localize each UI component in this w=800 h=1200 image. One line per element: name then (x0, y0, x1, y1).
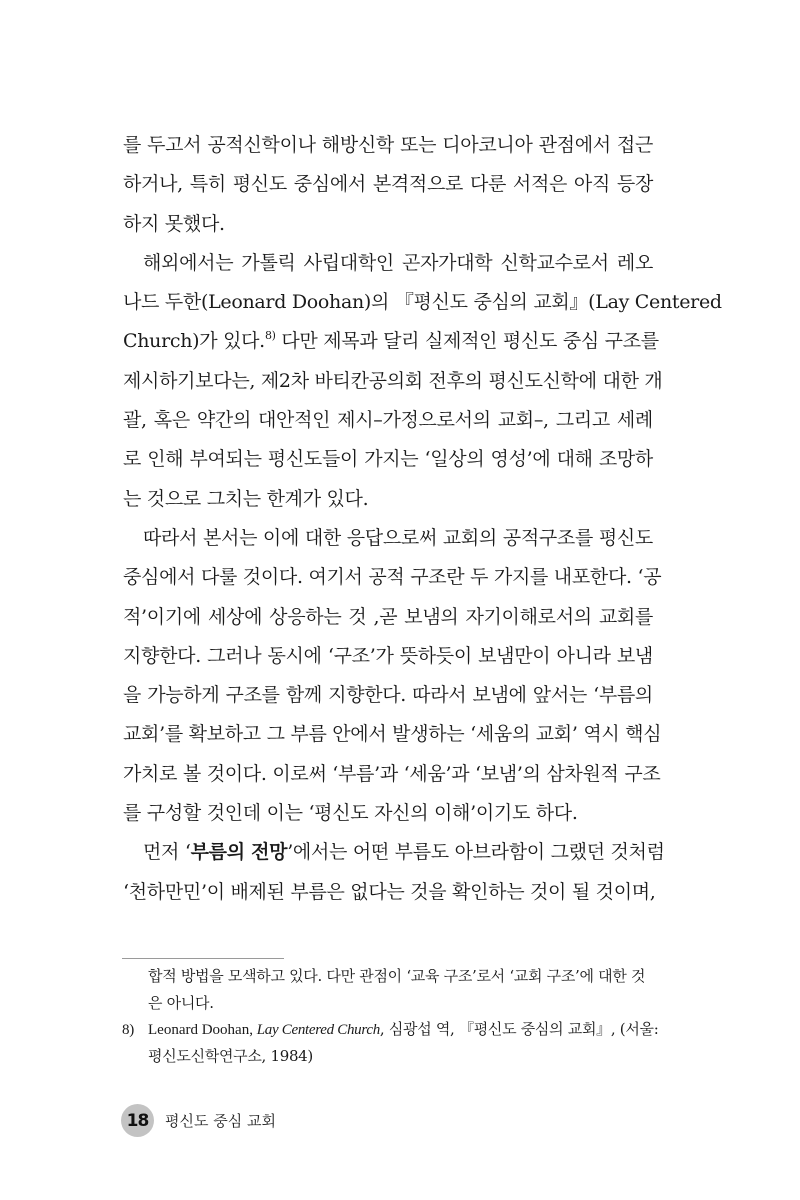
footnote-citation: , 심광섭 역, 『평신도 중심의 교회』, (서울: (379, 1020, 659, 1038)
running-title: 평신도 중심 교회 (165, 1112, 276, 1130)
body-line: 로 인해 부여되는 평신도들이 가지는 ‘일상의 영성’에 대해 조망하 (123, 448, 653, 471)
footnote-book-title: Lay Centered Church (256, 1022, 380, 1038)
body-text (123, 126, 722, 912)
line-text: ’에서는 어떤 부름도 아브라함이 그랬던 것처럼 (287, 841, 665, 864)
footnotes (122, 963, 659, 1069)
footnote-number: 8) (122, 1022, 134, 1038)
body-line: 를 구성할 것인데 이는 ‘평신도 자신의 이해’이기도 하다. (123, 802, 578, 825)
bold-term: 부름의 전망 (190, 841, 288, 864)
line-text: 다만 제목과 달리 실제적인 평신도 중심 구조를 (275, 330, 659, 353)
page-footer (121, 1104, 276, 1137)
footnote-continuation-line: 은 아니다. (148, 993, 214, 1012)
body-line: 을 가능하게 구조를 함께 지향한다. 따라서 보냄에 앞서는 ‘부름의 (123, 684, 653, 707)
body-line: 교회’를 확보하고 그 부름 안에서 발생하는 ‘세움의 교회’ 역시 핵심 (123, 723, 662, 746)
footnote-continuation-line: 합적 방법을 모색하고 있다. 다만 관점이 ‘교육 구조’로서 ‘교회 구조’에 대한 것 (148, 967, 646, 985)
body-line: ‘천하만민’이 배제된 부름은 없다는 것을 확인하는 것이 될 것이며, (123, 880, 656, 903)
footnote-8 (122, 1016, 659, 1043)
line-text: 먼저 ‘ (143, 841, 191, 864)
body-line: 따라서 본서는 이에 대한 응답으로써 교회의 공적구조를 평신도 (143, 526, 653, 549)
body-line: 하지 못했다. (123, 212, 225, 235)
footnote-reference-8[interactable]: 8) (264, 329, 276, 343)
line-text: Church)가 있다. (123, 330, 265, 353)
body-line: 제시하기보다는, 제2차 바티칸공의회 전후의 평신도신학에 대한 개 (123, 369, 663, 392)
body-line: 괄, 혹은 약간의 대안적인 제시–가정으로서의 교회–, 그리고 세례 (123, 409, 653, 432)
footnote-divider (122, 958, 284, 959)
body-line: 중심에서 다룰 것이다. 여기서 공적 구조란 두 가지를 내포한다. ‘공 (123, 566, 662, 589)
body-line: 해외에서는 가톨릭 사립대학인 곤자가대학 신학교수로서 레오 (143, 251, 653, 274)
footnote-8-line-2: 평신도신학연구소, 1984) (148, 1046, 313, 1065)
body-line-with-bold (123, 833, 665, 872)
footnote-author: Leonard Doohan, (148, 1022, 257, 1038)
body-line-with-footnote-ref (123, 322, 659, 361)
body-line: 지향한다. 그러나 동시에 ‘구조’가 뜻하듯이 보냄만이 아니라 보냄 (123, 644, 653, 667)
body-line: 하거나, 특히 평신도 중심에서 본격적으로 다룬 서적은 아직 등장 (123, 173, 653, 196)
body-line: 적’이기에 세상에 상응하는 것 ,곧 보냄의 자기이해로서의 교회를 (123, 605, 653, 628)
body-line: 가치로 볼 것이다. 이로써 ‘부름’과 ‘세움’과 ‘보냄’의 삼차원적 구조 (123, 762, 661, 785)
body-line: 는 것으로 그치는 한계가 있다. (123, 487, 369, 510)
body-line: 나드 두한(Leonard Doohan)의 『평신도 중심의 교회』(Lay Centered (123, 291, 722, 314)
body-line: 를 두고서 공적신학이나 해방신학 또는 디아코니아 관점에서 접근 (123, 134, 653, 156)
page-number-badge: 18 (121, 1104, 154, 1137)
